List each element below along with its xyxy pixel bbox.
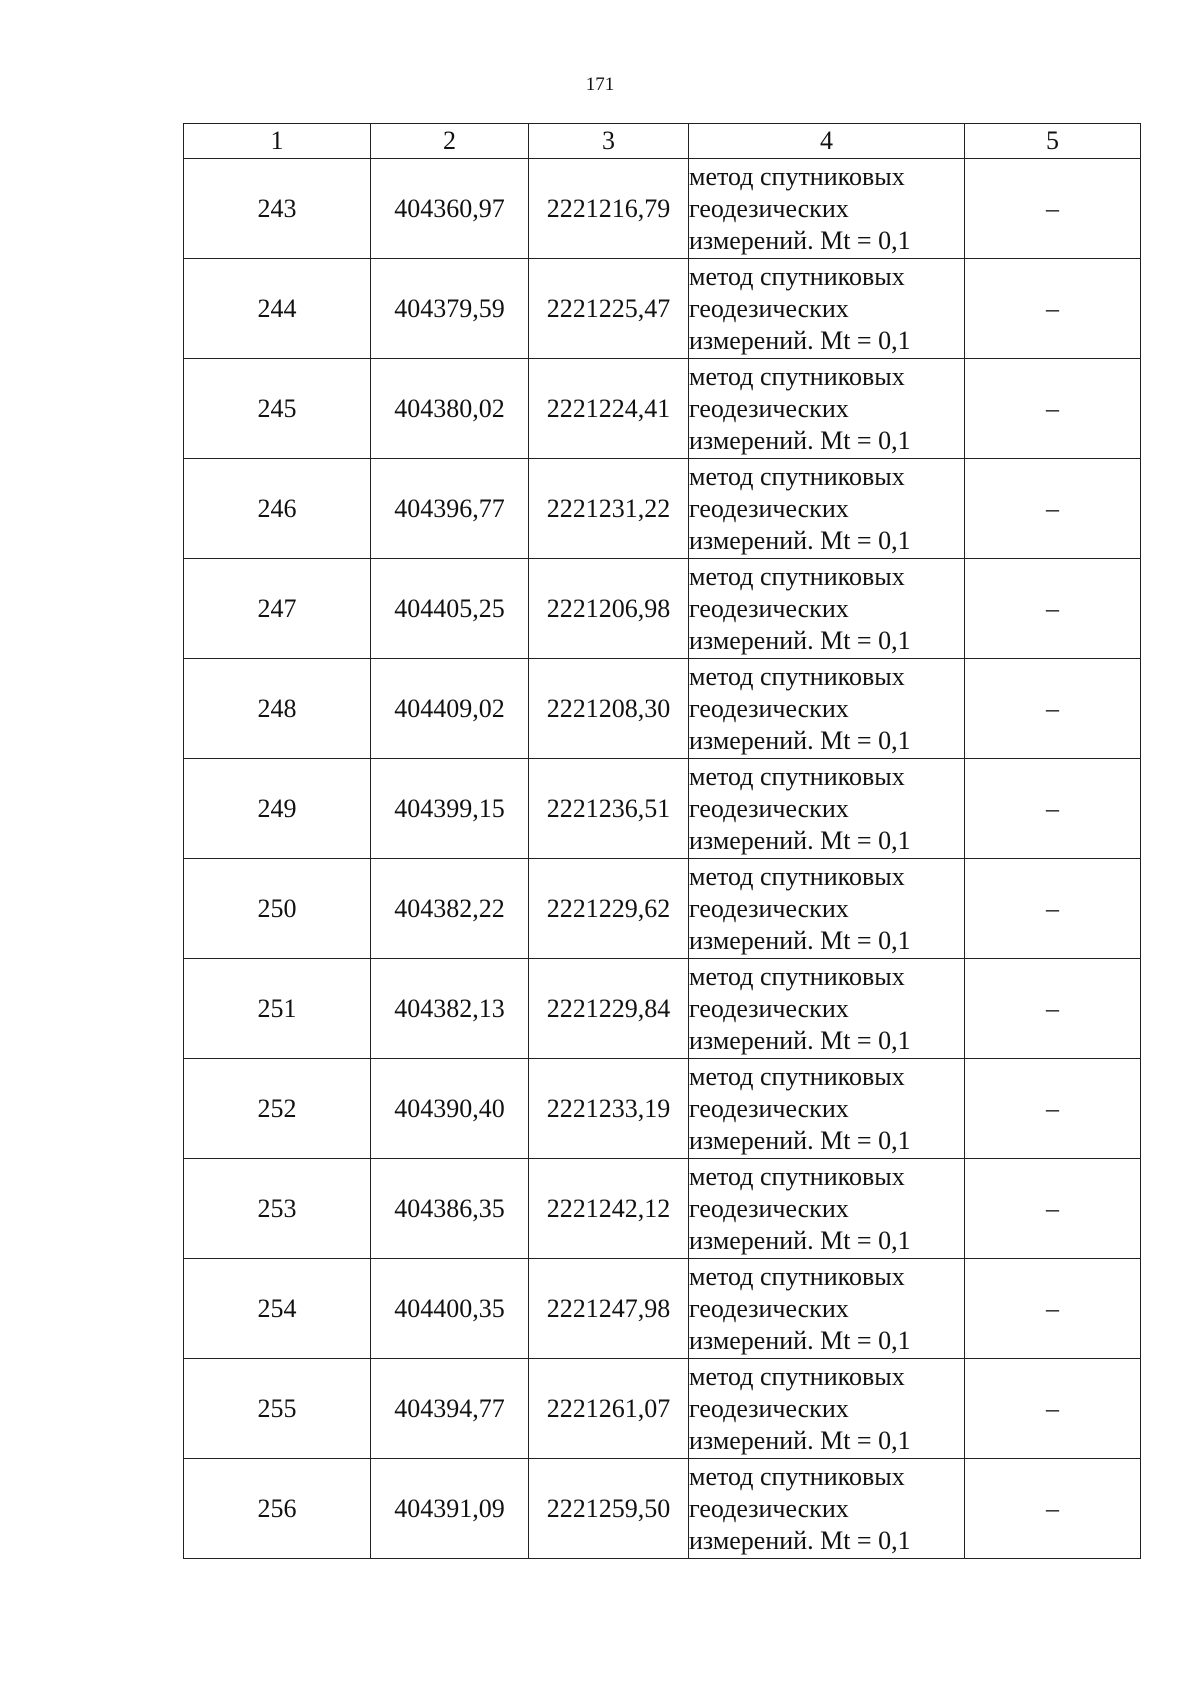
method-line: геодезических: [689, 593, 849, 623]
note-cell: –: [965, 1059, 1141, 1159]
method-line: метод спутниковых: [689, 261, 905, 291]
point-number-cell: 251: [184, 959, 371, 1059]
y-coordinate-cell: 2221259,50: [529, 1459, 689, 1559]
method-line: измерений. Mt = 0,1: [689, 325, 911, 355]
table-row: [184, 659, 1141, 759]
note-cell: –: [965, 459, 1141, 559]
y-coordinate-cell: 2221229,84: [529, 959, 689, 1059]
method-cell: [689, 859, 965, 959]
method-cell: [689, 259, 965, 359]
method-line: измерений. Mt = 0,1: [689, 725, 911, 755]
table-row: [184, 1359, 1141, 1459]
note-cell: –: [965, 559, 1141, 659]
table-row: [184, 259, 1141, 359]
y-coordinate-cell: 2221242,12: [529, 1159, 689, 1259]
table-row: [184, 159, 1141, 259]
note-cell: –: [965, 959, 1141, 1059]
header-col-5: 5: [965, 124, 1141, 159]
method-line: измерений. Mt = 0,1: [689, 425, 911, 455]
method-cell: [689, 659, 965, 759]
method-line: метод спутниковых: [689, 661, 905, 691]
method-line: измерений. Mt = 0,1: [689, 1125, 911, 1155]
note-cell: –: [965, 1159, 1141, 1259]
method-cell: [689, 1359, 965, 1459]
point-number-cell: 253: [184, 1159, 371, 1259]
point-number-cell: 254: [184, 1259, 371, 1359]
point-number-cell: 249: [184, 759, 371, 859]
point-number-cell: 243: [184, 159, 371, 259]
method-line: измерений. Mt = 0,1: [689, 1525, 911, 1555]
method-line: измерений. Mt = 0,1: [689, 825, 911, 855]
table-row: [184, 559, 1141, 659]
y-coordinate-cell: 2221206,98: [529, 559, 689, 659]
point-number-cell: 247: [184, 559, 371, 659]
note-cell: –: [965, 359, 1141, 459]
table-row: [184, 459, 1141, 559]
method-line: измерений. Mt = 0,1: [689, 1425, 911, 1455]
note-cell: –: [965, 1359, 1141, 1459]
x-coordinate-cell: 404396,77: [371, 459, 529, 559]
x-coordinate-cell: 404380,02: [371, 359, 529, 459]
header-col-2: 2: [371, 124, 529, 159]
method-line: метод спутниковых: [689, 1161, 905, 1191]
table-row: [184, 959, 1141, 1059]
point-number-cell: 245: [184, 359, 371, 459]
y-coordinate-cell: 2221208,30: [529, 659, 689, 759]
method-line: метод спутниковых: [689, 561, 905, 591]
method-cell: [689, 159, 965, 259]
method-line: геодезических: [689, 693, 849, 723]
method-line: измерений. Mt = 0,1: [689, 225, 911, 255]
note-cell: –: [965, 1459, 1141, 1559]
table-body: [184, 159, 1141, 1559]
method-line: геодезических: [689, 293, 849, 323]
method-cell: [689, 1259, 965, 1359]
x-coordinate-cell: 404390,40: [371, 1059, 529, 1159]
point-number-cell: 256: [184, 1459, 371, 1559]
y-coordinate-cell: 2221261,07: [529, 1359, 689, 1459]
x-coordinate-cell: 404399,15: [371, 759, 529, 859]
method-line: метод спутниковых: [689, 461, 905, 491]
y-coordinate-cell: 2221236,51: [529, 759, 689, 859]
page-number: 171: [585, 74, 615, 95]
method-line: измерений. Mt = 0,1: [689, 1225, 911, 1255]
method-line: геодезических: [689, 993, 849, 1023]
method-cell: [689, 1059, 965, 1159]
method-line: метод спутниковых: [689, 361, 905, 391]
method-line: метод спутниковых: [689, 861, 905, 891]
table-row: [184, 859, 1141, 959]
method-line: измерений. Mt = 0,1: [689, 625, 911, 655]
header-row: [184, 124, 1141, 159]
method-line: геодезических: [689, 393, 849, 423]
method-line: метод спутниковых: [689, 161, 905, 191]
method-line: измерений. Mt = 0,1: [689, 925, 911, 955]
method-line: геодезических: [689, 1193, 849, 1223]
note-cell: –: [965, 759, 1141, 859]
method-line: метод спутниковых: [689, 1061, 905, 1091]
header-col-3: 3: [529, 124, 689, 159]
note-cell: –: [965, 859, 1141, 959]
note-cell: –: [965, 259, 1141, 359]
method-cell: [689, 459, 965, 559]
table-row: [184, 1059, 1141, 1159]
method-cell: [689, 559, 965, 659]
y-coordinate-cell: 2221231,22: [529, 459, 689, 559]
method-cell: [689, 1159, 965, 1259]
table-row: [184, 759, 1141, 859]
method-line: геодезических: [689, 893, 849, 923]
point-number-cell: 244: [184, 259, 371, 359]
y-coordinate-cell: 2221247,98: [529, 1259, 689, 1359]
note-cell: –: [965, 1259, 1141, 1359]
x-coordinate-cell: 404386,35: [371, 1159, 529, 1259]
method-line: метод спутниковых: [689, 1461, 905, 1491]
table-row: [184, 1259, 1141, 1359]
x-coordinate-cell: 404394,77: [371, 1359, 529, 1459]
point-number-cell: 246: [184, 459, 371, 559]
y-coordinate-cell: 2221225,47: [529, 259, 689, 359]
method-line: геодезических: [689, 193, 849, 223]
header-col-1: 1: [184, 124, 371, 159]
y-coordinate-cell: 2221216,79: [529, 159, 689, 259]
table-row: [184, 1159, 1141, 1259]
x-coordinate-cell: 404409,02: [371, 659, 529, 759]
x-coordinate-cell: 404382,13: [371, 959, 529, 1059]
table-row: [184, 1459, 1141, 1559]
header-col-4: 4: [689, 124, 965, 159]
method-line: метод спутниковых: [689, 961, 905, 991]
method-line: измерений. Mt = 0,1: [689, 525, 911, 555]
point-number-cell: 255: [184, 1359, 371, 1459]
method-cell: [689, 1459, 965, 1559]
x-coordinate-cell: 404405,25: [371, 559, 529, 659]
method-line: геодезических: [689, 493, 849, 523]
point-number-cell: 252: [184, 1059, 371, 1159]
method-line: измерений. Mt = 0,1: [689, 1325, 911, 1355]
table-row: [184, 359, 1141, 459]
method-line: геодезических: [689, 1293, 849, 1323]
method-line: метод спутниковых: [689, 1261, 905, 1291]
method-line: метод спутниковых: [689, 761, 905, 791]
point-number-cell: 250: [184, 859, 371, 959]
method-line: геодезических: [689, 1093, 849, 1123]
y-coordinate-cell: 2221229,62: [529, 859, 689, 959]
note-cell: –: [965, 159, 1141, 259]
method-cell: [689, 359, 965, 459]
y-coordinate-cell: 2221224,41: [529, 359, 689, 459]
method-cell: [689, 759, 965, 859]
method-line: метод спутниковых: [689, 1361, 905, 1391]
method-cell: [689, 959, 965, 1059]
x-coordinate-cell: 404382,22: [371, 859, 529, 959]
note-cell: –: [965, 659, 1141, 759]
point-number-cell: 248: [184, 659, 371, 759]
method-line: геодезических: [689, 1493, 849, 1523]
x-coordinate-cell: 404400,35: [371, 1259, 529, 1359]
x-coordinate-cell: 404391,09: [371, 1459, 529, 1559]
coordinates-table: [183, 123, 1141, 1559]
method-line: геодезических: [689, 793, 849, 823]
x-coordinate-cell: 404379,59: [371, 259, 529, 359]
method-line: геодезических: [689, 1393, 849, 1423]
method-line: измерений. Mt = 0,1: [689, 1025, 911, 1055]
x-coordinate-cell: 404360,97: [371, 159, 529, 259]
y-coordinate-cell: 2221233,19: [529, 1059, 689, 1159]
